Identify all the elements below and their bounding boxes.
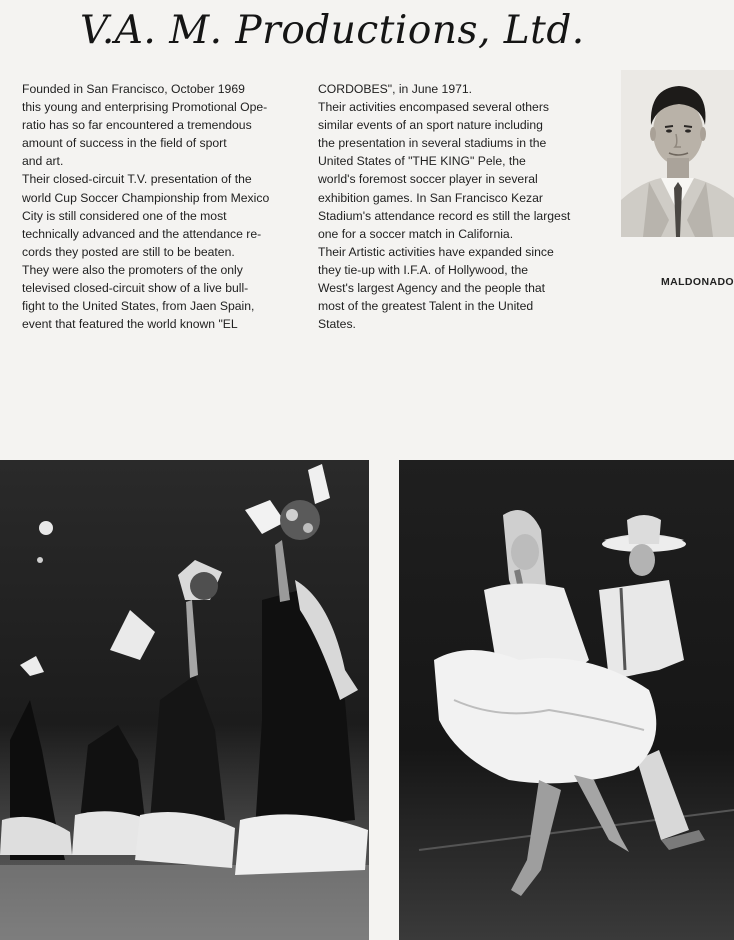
text-line: they tie-up with I.F.A. of Hollywood, the bbox=[318, 262, 528, 277]
page-title: V.A. M. Productions, Ltd. bbox=[80, 8, 585, 53]
text-line: amount of success in the field of sport bbox=[22, 136, 227, 151]
text-line: West's largest Agency and the people that bbox=[318, 281, 546, 296]
text-line: Their closed-circuit T.V. presentation of the bbox=[22, 172, 252, 187]
text-line: cords they posted are still to be beaten. bbox=[22, 244, 235, 259]
text-line: and art. bbox=[22, 154, 64, 169]
portrait-photo bbox=[621, 70, 734, 237]
folk-dancers-photo bbox=[0, 460, 369, 940]
article-column-1 bbox=[22, 80, 278, 333]
article-column-2 bbox=[318, 80, 574, 333]
text-line: CORDOBES", in June 1971. bbox=[318, 82, 473, 96]
text-line: United States of "THE KING" Pele, the bbox=[318, 154, 526, 169]
text-line: televised closed-circuit show of a live bull- bbox=[22, 281, 249, 296]
text-line: one for a soccer match in California. bbox=[318, 226, 514, 241]
dance-couple-photo bbox=[399, 460, 734, 940]
text-line: Stadium's attendance record es still the largest bbox=[318, 208, 571, 223]
portrait-caption: MALDONADO bbox=[660, 276, 734, 288]
text-line: Founded in San Francisco, October 1969 bbox=[22, 82, 245, 96]
text-line: City is still considered one of the most bbox=[22, 208, 227, 223]
text-line: They were also the promoters of the only bbox=[22, 262, 243, 277]
text-line: technically advanced and the attendance re- bbox=[22, 226, 262, 241]
text-line: Their activities encompased several others bbox=[318, 100, 549, 115]
text-line: exhibition games. In San Francisco Kezar bbox=[318, 190, 543, 205]
text-line: States. bbox=[318, 317, 356, 332]
text-line: the presentation in several stadiums in the bbox=[318, 136, 547, 151]
text-line: most of the greatest Talent in the United bbox=[318, 299, 534, 314]
text-line: fight to the United States, from Jaen Spain, bbox=[22, 299, 255, 314]
text-line: event that featured the world known "EL bbox=[22, 317, 238, 332]
text-line: ratio has so far encountered a tremendous bbox=[22, 118, 252, 133]
text-line: similar events of an sport nature including bbox=[318, 118, 543, 133]
text-line: world's foremost soccer player in several bbox=[318, 172, 538, 187]
text-line: Their Artistic activities have expanded since bbox=[318, 244, 554, 259]
text-line: this young and enterprising Promotional Ope- bbox=[22, 100, 268, 115]
text-line: world Cup Soccer Championship from Mexico bbox=[22, 190, 270, 205]
